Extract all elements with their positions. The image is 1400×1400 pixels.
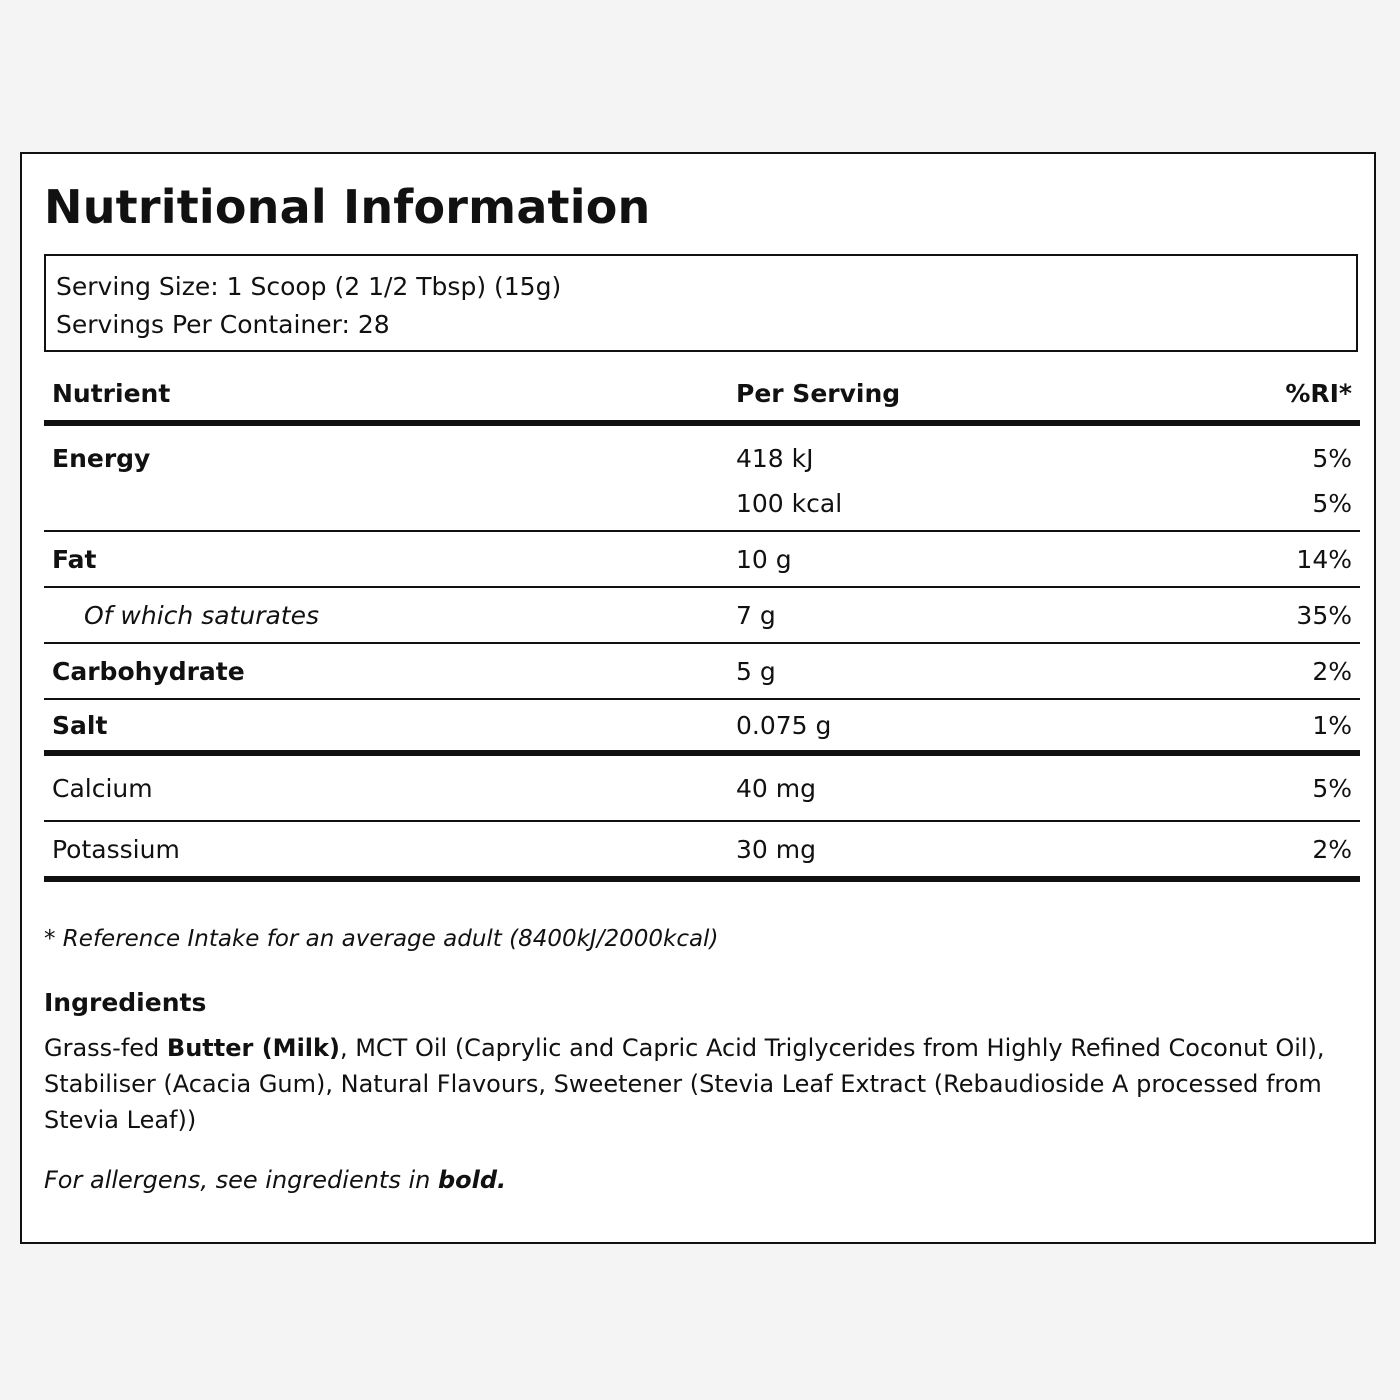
- allergen-ingredient: Butter (Milk): [166, 1034, 340, 1062]
- ingredients-text: [44, 1030, 1354, 1138]
- ri-value: 35%: [1296, 600, 1352, 630]
- table-header-row: [44, 366, 1360, 426]
- table-row-calcium: [44, 756, 1360, 822]
- nutrient-name: Calcium: [52, 773, 153, 803]
- allergen-note-text: For allergens, see ingredients in: [44, 1166, 438, 1194]
- ingredients-heading: Ingredients: [44, 988, 207, 1017]
- table-row-energy-kj: [44, 426, 1360, 480]
- per-serving-value: 40 mg: [736, 773, 816, 803]
- ri-value: 2%: [1312, 834, 1352, 864]
- allergen-note: [44, 1166, 506, 1194]
- nutrient-name: Salt: [52, 710, 108, 740]
- per-serving-value: 5 g: [736, 656, 776, 686]
- table-row-saturates: [44, 588, 1360, 644]
- ri-value: 2%: [1312, 656, 1352, 686]
- ri-value: 5%: [1312, 443, 1352, 473]
- nutrient-name: Carbohydrate: [52, 656, 245, 686]
- per-serving-value: 30 mg: [736, 834, 816, 864]
- per-serving-value: 7 g: [736, 600, 776, 630]
- nutrition-table: [44, 366, 1360, 882]
- ingredients-rest: , MCT Oil (Caprylic and Capric Acid Triglycerides from Highly Refined Coconut Oil), Stabiliser (Acacia Gum), Natural Flavours, Sweetener (Stevia Leaf Extract (Rebaudioside A processed from Stevia Leaf)): [44, 1034, 1325, 1134]
- nutrition-panel: [20, 152, 1376, 1244]
- ri-value: 1%: [1312, 710, 1352, 740]
- per-serving-value: 0.075 g: [736, 710, 832, 740]
- reference-intake-footnote: * Reference Intake for an average adult (8400kJ/2000kcal): [44, 926, 719, 952]
- ri-value: 14%: [1296, 544, 1352, 574]
- table-row-energy-kcal: [44, 480, 1360, 532]
- header-per-serving: Per Serving: [736, 378, 901, 408]
- nutrient-name: Potassium: [52, 834, 180, 864]
- per-serving-value: 10 g: [736, 544, 792, 574]
- servings-per-container: Servings Per Container: 28: [56, 310, 390, 339]
- header-nutrient: Nutrient: [52, 378, 171, 408]
- nutrient-name: Of which saturates: [84, 600, 319, 630]
- per-serving-value: 100 kcal: [736, 488, 843, 518]
- table-row-carbohydrate: [44, 644, 1360, 700]
- page-title: Nutritional Information: [44, 180, 651, 234]
- allergen-note-bold: bold.: [437, 1166, 507, 1194]
- table-row-potassium: [44, 822, 1360, 882]
- serving-info-box: [44, 254, 1358, 352]
- ri-value: 5%: [1312, 488, 1352, 518]
- header-ri: %RI*: [1285, 378, 1352, 408]
- serving-size: Serving Size: 1 Scoop (2 1/2 Tbsp) (15g): [56, 272, 562, 301]
- table-row-fat: [44, 532, 1360, 588]
- nutrient-name: Fat: [52, 544, 97, 574]
- per-serving-value: 418 kJ: [736, 443, 814, 473]
- ri-value: 5%: [1312, 773, 1352, 803]
- table-row-salt: [44, 700, 1360, 756]
- ingredients-prefix: Grass-fed: [44, 1034, 167, 1062]
- nutrient-name: Energy: [52, 443, 151, 473]
